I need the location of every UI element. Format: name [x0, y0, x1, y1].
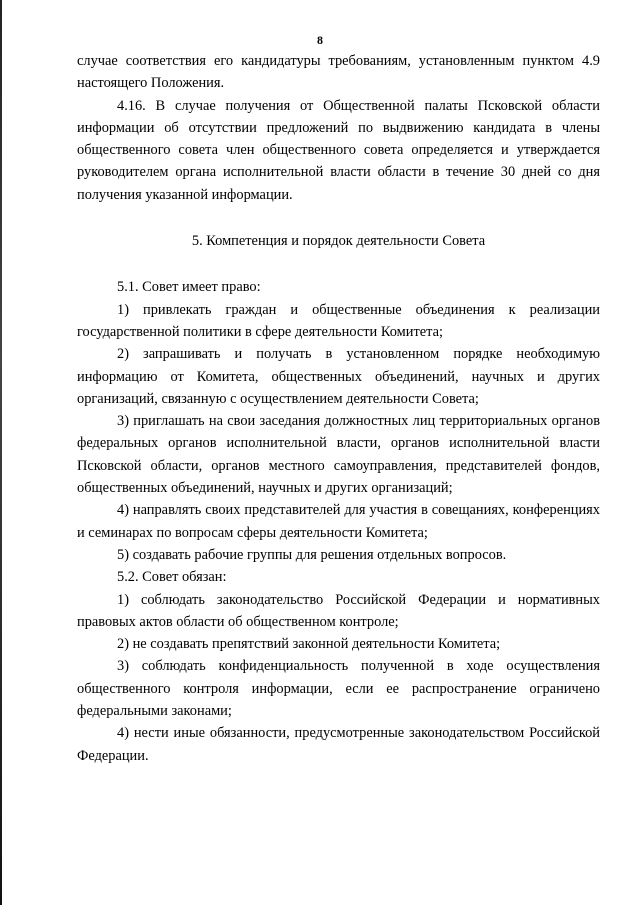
list-item-5-1-3: 3) приглашать на свои заседания должностных лиц территориальных органов федеральных органов исполнительной власти, органов исполнительной власти Псковской области, органов местного самоуправления, представителей фондов, общественных объединений, научных и других организаций; — [77, 413, 600, 497]
list-item-5-1-1: 1) привлекать граждан и общественные объединения к реализации государственной политики в сфере деятельности Комитета; — [77, 301, 600, 340]
list-item-5-2-1: 1) соблюдать законодательство Российской Федерации и нормативных правовых актов области об общественном контроле; — [77, 591, 600, 630]
list-item-5-2-4: 4) нести иные обязанности, предусмотренные законодательством Российской Федерации. — [77, 725, 600, 764]
list-item-5-1-4: 4) направлять своих представителей для участия в совещаниях, конференциях и семинарах по вопросам сферы деятельности Комитета; — [77, 502, 600, 541]
list-item-5-2-2: 2) не создавать препятствий законной деятельности Комитета; — [117, 636, 501, 653]
list-item-5-2-3: 3) соблюдать конфиденциальность полученной в ходе осуществления общественного контроля информации, если ее распространение ограничено федеральными законами; — [77, 658, 600, 720]
paragraph-5-1: 5.1. Совет имеет право: — [117, 279, 261, 296]
paragraph-4-16: 4.16. В случае получения от Общественной палаты Псковской области информации об отсутствии предложений по выдвижению кандидата в члены общественного совета член общественного совета определяется и утверждается руководителем органа исполнительной власти области в течение 30 дней со дня получения указанной информации. — [77, 97, 600, 203]
paragraph-5-2: 5.2. Совет обязан: — [117, 569, 227, 586]
page-number: 8 — [317, 33, 323, 47]
section-heading: 5. Компетенция и порядок деятельности Совета — [191, 233, 486, 250]
document-body — [77, 50, 600, 767]
list-item-5-1-5: 5) создавать рабочие группы для решения отдельных вопросов. — [117, 546, 507, 563]
list-item-5-1-2: 2) запрашивать и получать в установленном порядке необходимую информацию от Комитета, общественных объединений, научных и других организаций, связанную с осуществлением деятельности Совета; — [77, 346, 600, 407]
paragraph-continuation: случае соответствия его кандидатуры требованиям, установленным пунктом 4.9 настоящего Положения. — [77, 53, 600, 92]
scan-edge-line — [0, 0, 2, 905]
